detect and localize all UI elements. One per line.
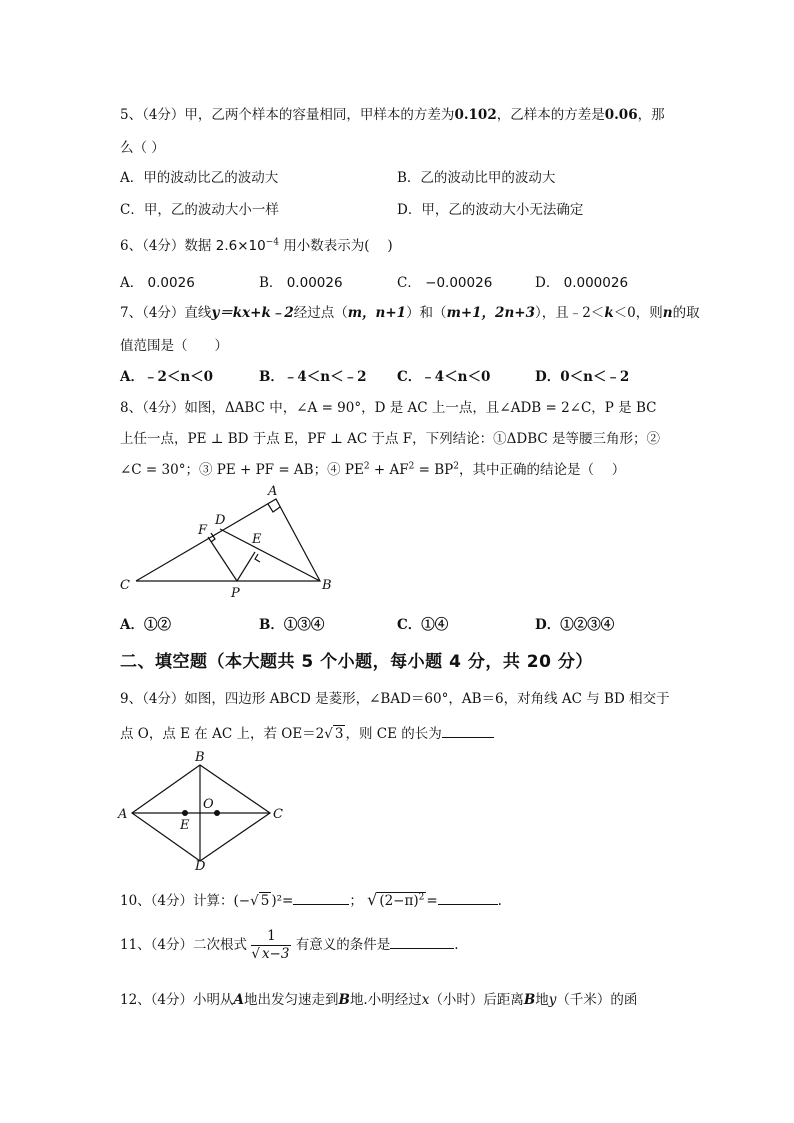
q8-line2: 上任一点，PE ⊥ BD 于点 E，PF ⊥ AC 于点 F，下列结论：①ΔDBC 是等腰三角形；② — [120, 431, 661, 447]
q10-answer-blank-2[interactable] — [438, 892, 498, 905]
q7-text: 7、（4分）直线 — [120, 305, 212, 321]
q9-label-a: A — [118, 807, 128, 822]
q9-point-e — [182, 810, 188, 816]
q8-option-a[interactable]: A．①② — [120, 617, 171, 633]
q6-exponent: −4 — [265, 237, 279, 248]
q9-label-c: C — [273, 807, 283, 822]
q11-text: 11、（4分）二次根式 — [120, 937, 248, 953]
q9-point-o-mark — [214, 810, 220, 816]
q10-radicand-2: (2−π) — [379, 893, 419, 909]
q6-option-a-value: 0.0026 — [147, 275, 195, 291]
q6-option-c-value: −0.00026 — [425, 275, 493, 291]
q7-line2: 值范围是（ ） — [120, 338, 228, 354]
q10-eq: = — [426, 893, 438, 909]
q12-text-3: 地.小明经过 — [349, 992, 422, 1008]
q7-option-a[interactable]: A．﹣2＜n＜0 — [120, 369, 214, 385]
q8-label-p: P — [231, 586, 240, 601]
q8-text-3a: ∠C = 30°；③ PE + PF = AB；④ PE — [120, 462, 364, 478]
q12-point-a: A — [233, 992, 245, 1008]
q9-label-d: D — [195, 859, 206, 874]
q10-line — [120, 889, 502, 909]
q9-text-2b: ，则 CE 的长为 — [345, 726, 442, 742]
q8-right-angle-a — [268, 504, 280, 512]
q7-line1 — [120, 301, 700, 321]
q8-option-b[interactable]: B．①③④ — [259, 617, 325, 633]
q5-line2: 么（ ） — [120, 140, 165, 156]
q7-text-3: ）和（ — [406, 305, 447, 321]
q5-variance-b: 0.06 — [604, 107, 638, 123]
q10-sqrt: √ 5 — [250, 893, 270, 909]
q10-sep: ； — [349, 893, 363, 909]
q11-fraction — [251, 930, 291, 961]
q5-text-mid: ，乙样本的方差是 — [496, 107, 605, 123]
q7-equation: y＝kx+k﹣2 — [211, 305, 294, 321]
q6-option-b-value: 0.00026 — [286, 275, 343, 291]
q8-segment-db — [220, 529, 320, 581]
q12-point-b-2: B — [523, 992, 536, 1008]
q6-option-d-label: D． — [535, 275, 560, 291]
q7-option-d[interactable]: D．0＜n＜﹣2 — [535, 369, 630, 385]
q8-segment-pf — [208, 537, 237, 581]
q6-option-b-label: B． — [259, 275, 283, 291]
q7-point-2: m+1，2n+3 — [446, 305, 535, 321]
q5-option-a[interactable]: A．甲的波动比乙的波动大 — [120, 170, 279, 186]
q6-line — [120, 234, 393, 254]
q6-option-d[interactable] — [535, 271, 628, 291]
q6-option-b[interactable] — [259, 271, 343, 291]
q7-text-2: 经过点（ — [293, 305, 348, 321]
q7-text-5: ＜0，则 — [613, 305, 663, 321]
q9-line2 — [120, 722, 494, 742]
q8-label-e: E — [252, 532, 262, 547]
q7-option-b[interactable]: B．﹣4＜n＜﹣2 — [259, 369, 367, 385]
q8-label-d: D — [215, 513, 226, 528]
q6-option-a[interactable] — [120, 271, 195, 291]
q7-point-1: m，n+1 — [347, 305, 407, 321]
q5-option-d[interactable]: D．甲，乙的波动大小无法确定 — [397, 202, 584, 218]
q12-text-6: （千米）的函 — [556, 992, 638, 1008]
q12-var-y: y — [548, 992, 557, 1008]
q10-end: . — [497, 893, 502, 909]
q5-text-end: ，那 — [637, 107, 665, 123]
q6-text: 6、（4分）数据 — [120, 238, 212, 254]
q7-n: n — [662, 305, 673, 321]
q10-exp-2: 2 — [418, 892, 425, 903]
section-title: 二、填空题（本大题共 5 个小题，每小题 4 分，共 20 分） — [120, 652, 593, 672]
q8-option-c[interactable]: C．①④ — [397, 617, 449, 633]
q10-sqrt-2: √ $(2-\pi)^2$ — [367, 890, 425, 909]
q10-radicand: 5 — [260, 893, 270, 909]
q10-text: 10、（4分）计算：(− — [120, 893, 251, 909]
q6-option-c-label: C． — [397, 275, 421, 291]
q9-radicand: 3 — [334, 726, 344, 742]
q9-label-b: B — [195, 750, 205, 765]
q12-text-2: 地出发匀速走到 — [244, 992, 339, 1008]
q8-option-d[interactable]: D．①②③④ — [535, 617, 615, 633]
q8-triangle-figure — [118, 482, 338, 602]
q9-rhombus-figure — [118, 750, 288, 874]
q12-text: 12、（4分）小明从 — [120, 992, 234, 1008]
q8-sq-3: 2 — [453, 461, 459, 472]
q8-label-b: B — [322, 578, 332, 593]
q5-text: 5、（4分）甲，乙两个样本的容量相同，甲样本的方差为 — [120, 107, 455, 123]
q8-text-3d: ，其中正确的结论是（ ） — [458, 462, 626, 478]
q8-sq-2: 2 — [408, 461, 415, 472]
q8-label-f: F — [198, 523, 208, 538]
q12-text-4: （小时）后距离 — [429, 992, 524, 1008]
q6-text-end: 用小数表示为( ) — [283, 238, 393, 254]
q5-line1 — [120, 103, 665, 123]
q6-option-a-label: A． — [120, 275, 144, 291]
q6-option-c[interactable] — [397, 271, 492, 291]
q12-var-x: x — [421, 992, 430, 1008]
q5-variance-a: 0.102 — [454, 107, 497, 123]
q8-sq-1: 2 — [363, 461, 370, 472]
q8-triangle-outline — [136, 499, 320, 581]
q5-option-c[interactable]: C．甲，乙的波动大小一样 — [120, 202, 279, 218]
q11-end: . — [454, 937, 459, 953]
q6-number: 2.6×10 — [215, 238, 266, 254]
q12-line1 — [120, 988, 637, 1008]
q8-right-angle-e — [255, 554, 260, 562]
q9-line1: 9、（4分）如图，四边形 ABCD 是菱形，∠BAD＝60°，AB＝6，对角线 AC 与 BD 相交于 — [120, 691, 670, 707]
q9-label-e: E — [180, 818, 190, 833]
q7-text-6: 的取 — [672, 305, 700, 321]
q6-option-d-value: 0.000026 — [563, 275, 629, 291]
q10-text-2: )²= — [271, 893, 294, 909]
q11-line — [120, 930, 459, 961]
q7-option-c[interactable]: C．﹣4＜n＜0 — [397, 369, 491, 385]
q11-denominator: √ x−3 — [251, 945, 290, 962]
q8-label-c: C — [120, 578, 130, 593]
q8-segment-pe — [237, 552, 255, 581]
q8-right-angle-f — [211, 533, 215, 542]
q12-point-b: B — [338, 992, 350, 1008]
q7-k: k — [604, 305, 614, 321]
q10-answer-blank-1[interactable] — [293, 892, 349, 905]
q11-text-2: 有意义的条件是 — [295, 937, 391, 953]
q11-answer-blank[interactable] — [390, 936, 454, 949]
q8-text-3b: + AF — [369, 462, 409, 478]
q8-label-a: A — [268, 484, 278, 499]
q5-option-b[interactable]: B．乙的波动比甲的波动大 — [397, 170, 556, 186]
q11-numerator: 1 — [251, 930, 291, 946]
q9-sqrt: √ 3 — [324, 726, 344, 742]
q9-text-2a: 点 O，点 E 在 AC 上，若 OE＝2 — [120, 726, 325, 742]
q7-text-4: ），且﹣2＜ — [534, 305, 605, 321]
q9-answer-blank[interactable] — [442, 725, 494, 738]
q9-label-o: O — [203, 797, 214, 812]
q8-text-3c: = BP — [414, 462, 454, 478]
q8-line3 — [120, 458, 625, 478]
q8-line1: 8、（4分）如图，ΔABC 中，∠A = 90°，D 是 AC 上一点，且∠ADB = 2∠C，P 是 BC — [120, 400, 657, 416]
q12-text-5: 地 — [535, 992, 549, 1008]
